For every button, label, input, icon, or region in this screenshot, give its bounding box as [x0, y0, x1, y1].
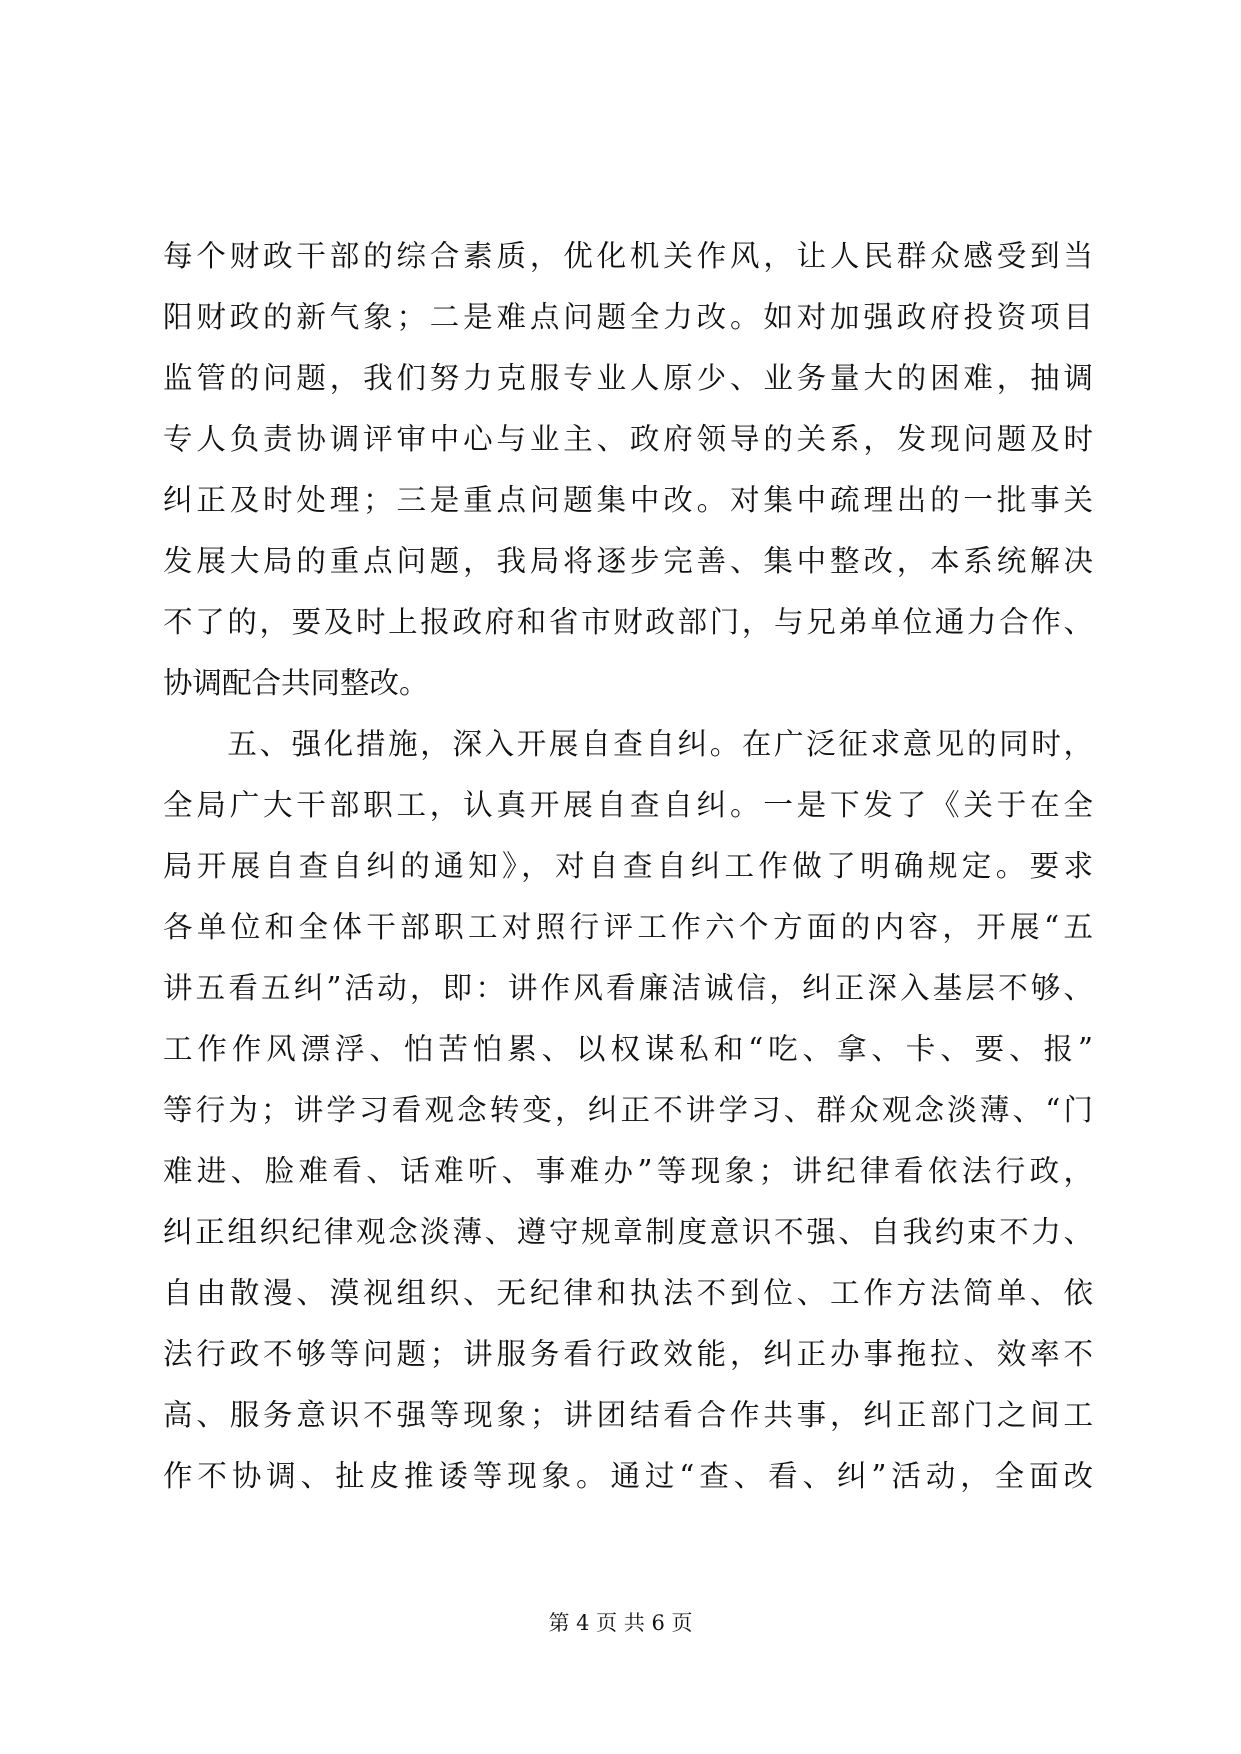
- text-line: 纠正组织纪律观念淡薄、遵守规章制度意识不强、自我约束不力、: [163, 1215, 1093, 1249]
- body-text: [163, 226, 1093, 1507]
- text-line: 发展大局的重点问题，我局将逐步完善、集中整改，本系统解决: [163, 544, 1093, 578]
- text-line: 自由散漫、漠视组织、无纪律和执法不到位、工作方法简单、依: [163, 1276, 1093, 1310]
- text-line: 协调配合共同整改。: [163, 666, 429, 700]
- text-line: 作不协调、扯皮推诿等现象。通过“查、看、纠”活动，全面改: [163, 1459, 1093, 1493]
- text-line: 专人负责协调评审中心与业主、政府领导的关系，发现问题及时: [163, 422, 1093, 456]
- text-line: 等行为；讲学习看观念转变，纠正不讲学习、群众观念淡薄、“门: [163, 1093, 1093, 1127]
- text-line: 全局广大干部职工，认真开展自查自纠。一是下发了《关于在全: [163, 788, 1093, 822]
- text-line: 每个财政干部的综合素质，优化机关作风，让人民群众感受到当: [163, 239, 1093, 273]
- text-line: 高、服务意识不强等现象；讲团结看合作共事，纠正部门之间工: [163, 1398, 1093, 1432]
- text-line: 阳财政的新气象；二是难点问题全力改。如对加强政府投资项目: [163, 300, 1093, 334]
- text-line: 讲五看五纠”活动，即：讲作风看廉洁诚信，纠正深入基层不够、: [163, 971, 1093, 1005]
- page-footer: 第 4 页 共 6 页: [548, 1611, 693, 1635]
- text-line: 法行政不够等问题；讲服务看行政效能，纠正办事拖拉、效率不: [163, 1337, 1093, 1371]
- text-line: 五、强化措施，深入开展自查自纠。在广泛征求意见的同时，: [163, 727, 1093, 761]
- text-line: 局开展自查自纠的通知》，对自查自纠工作做了明确规定。要求: [163, 849, 1093, 883]
- text-line: 各单位和全体干部职工对照行评工作六个方面的内容，开展“五: [163, 910, 1093, 944]
- text-line: 监管的问题，我们努力克服专业人原少、业务量大的困难，抽调: [163, 361, 1093, 395]
- text-line: 工作作风漂浮、怕苦怕累、以权谋私和“吃、拿、卡、要、报”: [163, 1032, 1093, 1066]
- text-line: 纠正及时处理；三是重点问题集中改。对集中疏理出的一批事关: [163, 483, 1093, 517]
- text-line: 不了的，要及时上报政府和省市财政部门，与兄弟单位通力合作、: [163, 605, 1093, 639]
- text-line: 难进、脸难看、话难听、事难办”等现象；讲纪律看依法行政，: [163, 1154, 1093, 1188]
